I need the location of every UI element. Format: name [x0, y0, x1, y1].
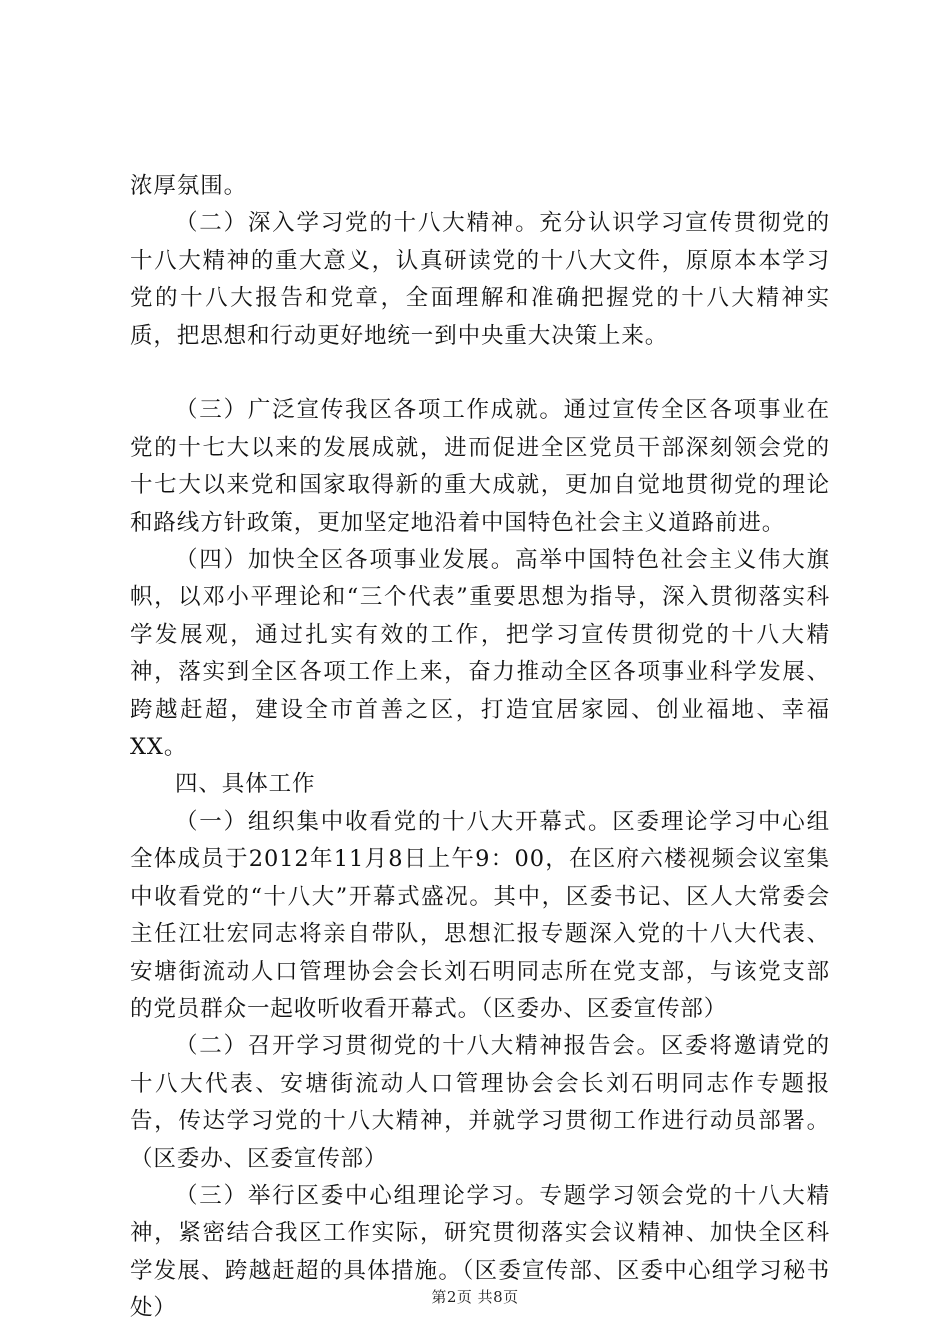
paragraph-section-2: （二）深入学习党的十八大精神。充分认识学习宣传贯彻党的十八大精神的重大意义，认真研读党的十八大文件，原原本本学习党的十八大报告和党章，全面理解和准确把握党的十八大精神实质，把思想和行动更好地统一到中央重大决策上来。	[130, 210, 830, 349]
section-heading-specific-work: 四、具体工作	[175, 771, 316, 798]
paragraph-gap	[130, 355, 830, 392]
paragraph-section-4: （四）加快全区各项事业发展。高举中国特色社会主义伟大旗帜，以邓小平理论和“三个代表”重要思想为指导，深入贯彻落实科学发展观，通过扎实有效的工作，把学习宣传贯彻党的十八大精神，落实到全区各项工作上来，奋力推动全区各项事业科学发展、跨越赶超，建设全市首善之区，打造宜居家园、创业福地、幸福XX。	[130, 547, 830, 761]
paragraph-work-item-2: （二）召开学习贯彻党的十八大精神报告会。区委将邀请党的十八大代表、安塘街流动人口管理协会会长刘石明同志作专题报告，传达学习党的十八大精神，并就学习贯彻工作进行动员部署。（区委办、区委宣传部）	[130, 1033, 830, 1172]
paragraph-section-3: （三）广泛宣传我区各项工作成就。通过宣传全区各项事业在党的十七大以来的发展成就，进而促进全区党员干部深刻领会党的十七大以来党和国家取得新的重大成就，更加自觉地贯彻党的理论和路线方针政策，更加坚定地沿着中国特色社会主义道路前进。	[130, 397, 830, 536]
page-number-footer: 第2页 共8页	[431, 1288, 519, 1306]
document-body	[130, 168, 830, 1328]
paragraph-work-item-1: （一）组织集中收看党的十八大开幕式。区委理论学习中心组全体成员于2012年11月8日上午9：00，在区府六楼视频会议室集中收看党的“十八大”开幕式盛况。其中，区委书记、区人大常委会主任江壮宏同志将亲自带队，思想汇报专题深入党的十八大代表、安塘街流动人口管理协会会长刘石明同志所在党支部，与该党支部的党员群众一起收听收看开幕式。（区委办、区委宣传部）	[130, 808, 830, 1022]
paragraph-work-item-3: （三）举行区委中心组理论学习。专题学习领会党的十八大精神，紧密结合我区工作实际，研究贯彻落实会议精神、加快全区科学发展、跨越赶超的具体措施。（区委宣传部、区委中心组学习秘书处）	[130, 1182, 830, 1322]
paragraph-continuation: 浓厚氛围。	[130, 173, 248, 199]
